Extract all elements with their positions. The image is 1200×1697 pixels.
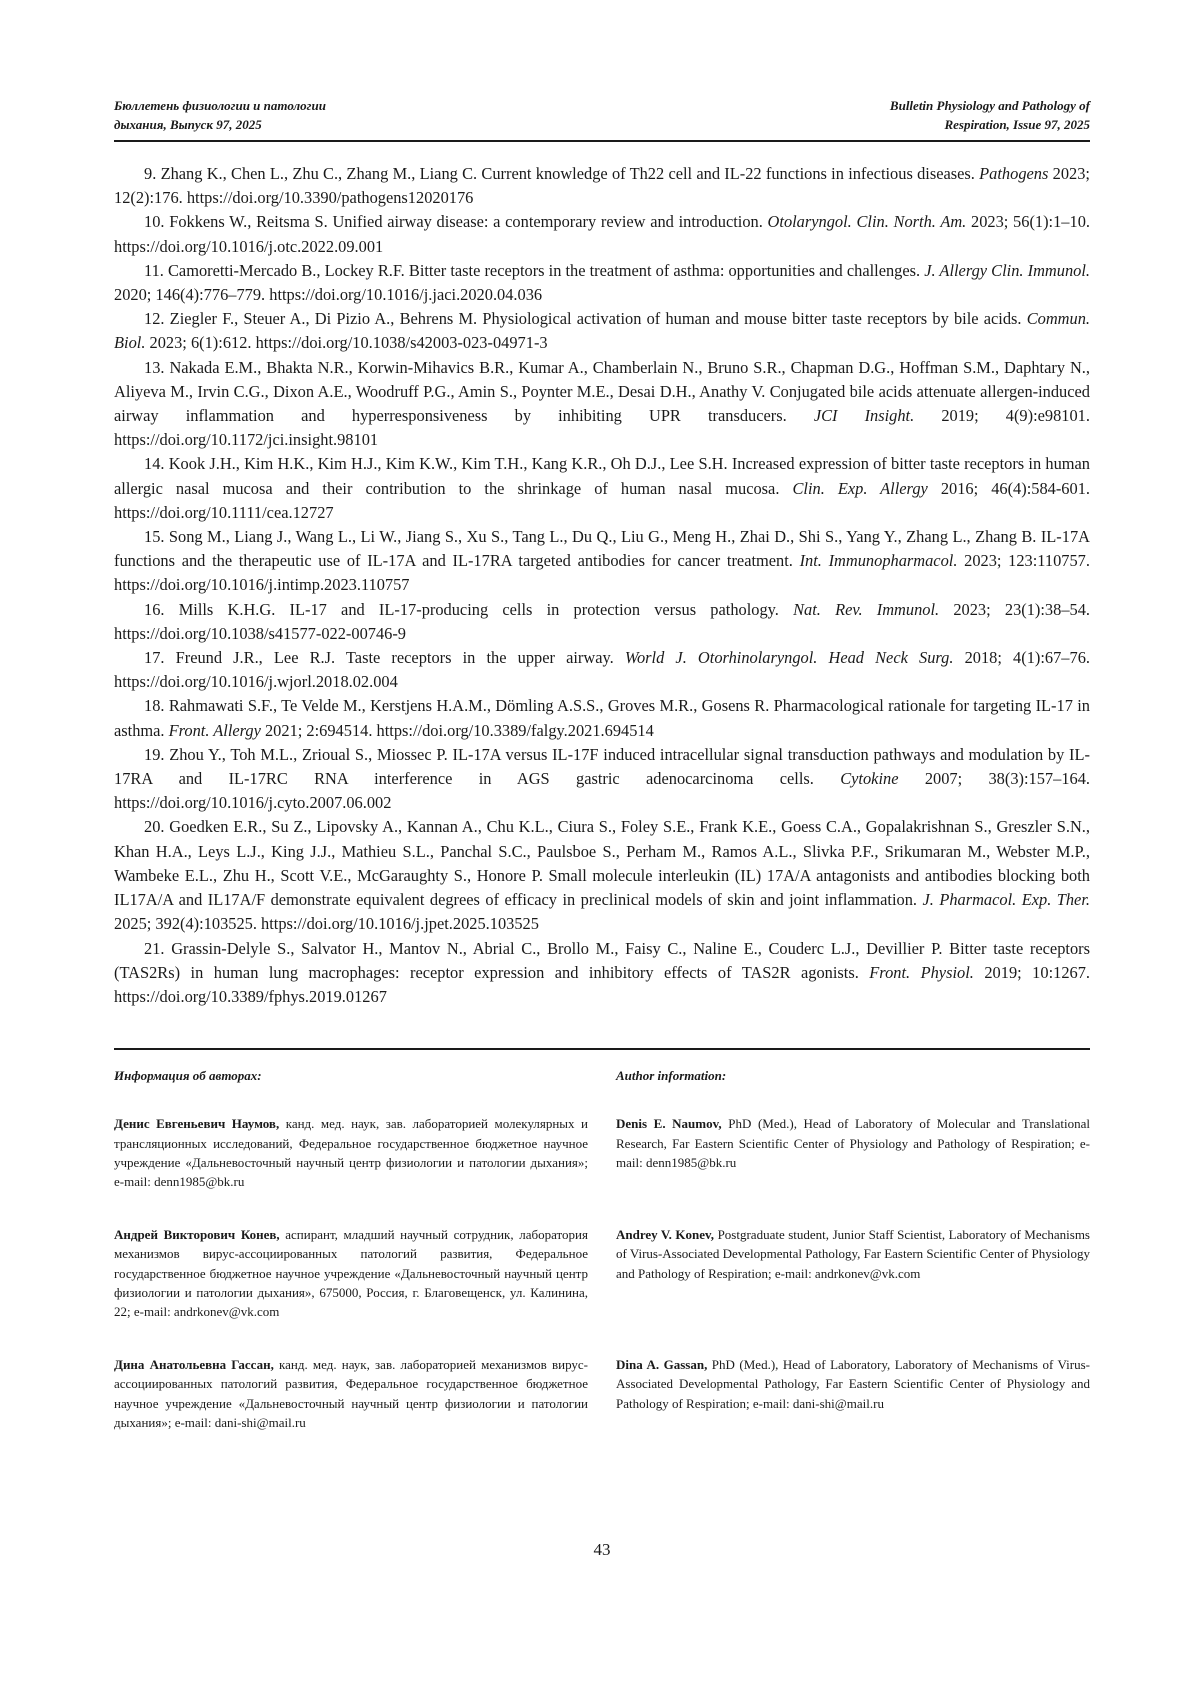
reference-item bbox=[114, 815, 1090, 936]
reference-item bbox=[114, 356, 1090, 453]
reference-details: 2019; 10:1267. https://doi.org/10.3389/fphys.2019.01267 bbox=[114, 962, 1090, 1006]
reference-text: 20. Goedken E.R., Su Z., Lipovsky A., Kannan A., Chu K.L., Ciura S., Foley S.E., Frank K.E., Goess C.A., Gopalakrishnan S., Greszler S.N., Khan H.A., Leys L.J., King J.J., Mathieu S.L., Panchal S.C., Paulsboe S., Perham M., Ramos A.L., Slivka P.F., Srikumaran M., Webster M.P., Wambeke E.L., Zhu H., Scott V.E., McGaraughty S., Honore P. Small molecule interleukin (IL) 17A/A antagonists and antibodies blocking both IL17A/A and IL17A/F demonstrate equivalent degrees of efficacy in preclinical models of skin and joint inflammation. bbox=[114, 817, 1090, 910]
reference-details: 2021; 2:694514. https://doi.org/10.3389/falgy.2021.694514 bbox=[260, 720, 654, 740]
reference-text: 10. Fokkens W., Reitsma S. Unified airway disease: a contemporary review and introduction. bbox=[144, 212, 768, 232]
author-entry bbox=[114, 1114, 1090, 1192]
reference-list bbox=[114, 162, 1090, 1009]
author-ru bbox=[114, 1225, 588, 1322]
reference-item bbox=[114, 694, 1090, 742]
author-info-heading-en: Author information: bbox=[616, 1068, 727, 1084]
page-number: 43 bbox=[593, 1540, 611, 1559]
reference-journal: Nat. Rev. Immunol. bbox=[793, 599, 940, 619]
header-left-line2: дыхания, Выпуск 97, 2025 bbox=[114, 117, 262, 132]
running-header bbox=[114, 96, 1090, 134]
reference-item bbox=[114, 598, 1090, 646]
author-name: Андрей Викторович Конев, bbox=[114, 1226, 280, 1242]
reference-details: 2023; 6(1):612. https://doi.org/10.1038/s42003-023-04971-3 bbox=[145, 333, 548, 353]
author-name: Andrey V. Konev, bbox=[616, 1226, 715, 1242]
header-right bbox=[890, 96, 1090, 134]
reference-text: 21. Grassin-Delyle S., Salvator H., Mantov N., Abrial C., Brollo M., Faisy C., Naline E., Couderc L.J., Devillier P. Bitter taste receptors (TAS2Rs) in human lung macrophages: receptor expression and inhibitory effects of TAS2R agonists. bbox=[114, 938, 1090, 982]
reference-details: 2023; 12(2):176. https://doi.org/10.3390/pathogens12020176 bbox=[114, 164, 1090, 208]
header-right-line2: Respiration, Issue 97, 2025 bbox=[944, 117, 1090, 132]
author-en bbox=[616, 1355, 1090, 1433]
reference-details: 2025; 392(4):103525. https://doi.org/10.1016/j.jpet.2025.103525 bbox=[114, 914, 539, 934]
reference-item bbox=[114, 210, 1090, 258]
reference-text: 14. Kook J.H., Kim H.K., Kim H.J., Kim K.W., Kim T.H., Kang K.R., Oh D.J., Lee S.H. Increased expression of bitter taste receptors in human allergic nasal mucosa and their contribution to the shrinkage of human nasal mucosa. bbox=[114, 454, 1090, 498]
author-en bbox=[616, 1225, 1090, 1322]
author-details: канд. мед. наук, зав. лабораторией молекулярных и трансляционных исследований, Федеральное государственное бюджетное научное учреждение «Дальневосточный научный центр физиологии и патологии дыхания»; e-mail: denn1985@bk.ru bbox=[114, 1116, 588, 1190]
reference-text: 18. Rahmawati S.F., Te Velde M., Kerstjens H.A.M., Dömling A.S.S., Groves M.R., Gosens R. Pharmacological rationale for targeting IL-17 in asthma. bbox=[114, 696, 1090, 740]
reference-journal: Cytokine bbox=[840, 769, 899, 789]
author-details: аспирант, младший научный сотрудник, лаборатория механизмов вирус-ассоциированных патологий развития, Федеральное государственное бюджетное научное учреждение «Дальневосточный научный центр физиологии и патологии дыхания», 675000, Россия, г. Благовещенск, ул. Калинина, 22; e-mail: andrkonev@vk.com bbox=[114, 1226, 588, 1320]
reference-text: 11. Camoretti-Mercado B., Lockey R.F. Bitter taste receptors in the treatment of asthma: opportunities and challenges. bbox=[144, 260, 925, 280]
reference-item bbox=[114, 259, 1090, 307]
author-name: Денис Евгеньевич Наумов, bbox=[114, 1116, 280, 1132]
reference-text: 16. Mills K.H.G. IL-17 and IL-17-producing cells in protection versus pathology. bbox=[144, 599, 794, 619]
author-details: Postgraduate student, Junior Staff Scientist, Laboratory of Mechanisms of Virus-Associated Developmental Pathology, Far Eastern Scientific Center of Physiology and Pathology of Respiration; e-mail: andrkonev@vk.com bbox=[616, 1226, 1090, 1281]
reference-details: 2019; 4(9):e98101. https://doi.org/10.1172/jci.insight.98101 bbox=[114, 406, 1090, 450]
reference-text: 13. Nakada E.M., Bhakta N.R., Korwin-Mihavics B.R., Kumar A., Chamberlain N., Bruno S.R., Chapman D.G., Hoffman S.M., Daphtary N., Aliyeva M., Irvin C.G., Dixon A.E., Woodruff P.G., Amin S., Poynter M.E., Desai D.H., Anathy V. Conjugated bile acids attenuate allergen-induced airway inflammation and hyperresponsiveness by inhibiting UPR transducers. bbox=[114, 357, 1090, 426]
reference-journal: J. Allergy Clin. Immunol. bbox=[924, 260, 1090, 280]
reference-text: 12. Ziegler F., Steuer A., Di Pizio A., Behrens M. Physiological activation of human and mouse bitter taste receptors by bile acids. bbox=[144, 309, 1027, 329]
reference-item bbox=[114, 646, 1090, 694]
reference-item bbox=[114, 525, 1090, 598]
author-details: PhD (Med.), Head of Laboratory of Molecular and Translational Research, Far Eastern Scientific Center of Physiology and Pathology of Respiration; e-mail: denn1985@bk.ru bbox=[616, 1116, 1091, 1170]
reference-text: 19. Zhou Y., Toh M.L., Zrioual S., Miossec P. IL-17A versus IL-17F induced intracellular signal transduction pathways and modulation by IL-17RA and IL-17RC RNA interference in AGS gastric adenocarcinoma cells. bbox=[114, 744, 1090, 789]
reference-details: 2023; 23(1):38–54. https://doi.org/10.1038/s41577-022-00746-9 bbox=[114, 599, 1091, 643]
reference-details: 2023; 123:110757. https://doi.org/10.1016/j.intimp.2023.110757 bbox=[114, 551, 1090, 595]
header-divider bbox=[114, 140, 1090, 142]
author-details: PhD (Med.), Head of Laboratory, Laboratory of Mechanisms of Virus-Associated Developmental Pathology, Far Eastern Scientific Center of Physiology and Pathology of Respiration; e-mail: dani-shi@mail.ru bbox=[616, 1356, 1090, 1411]
header-right-line1: Bulletin Physiology and Pathology of bbox=[889, 98, 1090, 113]
reference-details: 2007; 38(3):157–164. https://doi.org/10.1016/j.cyto.2007.06.002 bbox=[114, 769, 1091, 813]
reference-text: 9. Zhang K., Chen L., Zhu C., Zhang M., Liang C. Current knowledge of Th22 cell and IL-22 functions in infectious diseases. bbox=[144, 164, 980, 183]
author-name: Дина Анатольевна Гассан, bbox=[114, 1356, 274, 1372]
header-left-line1: Бюллетень физиологии и патологии bbox=[114, 98, 326, 113]
author-entry bbox=[114, 1355, 1090, 1433]
authors-divider bbox=[114, 1048, 1090, 1050]
reference-journal: JCI Insight. bbox=[813, 406, 915, 426]
author-entry bbox=[114, 1225, 1090, 1322]
reference-item bbox=[114, 937, 1090, 1010]
reference-journal: Pathogens bbox=[979, 164, 1049, 183]
author-info-headings bbox=[114, 1068, 1090, 1084]
reference-journal: Front. Allergy bbox=[168, 720, 261, 740]
reference-journal: Front. Physiol. bbox=[869, 962, 974, 982]
reference-item bbox=[114, 307, 1090, 355]
reference-item bbox=[114, 162, 1090, 210]
author-info-heading-ru: Информация об авторах: bbox=[114, 1068, 262, 1084]
author-ru bbox=[114, 1114, 588, 1192]
reference-journal: Int. Immunopharmacol. bbox=[799, 551, 958, 571]
reference-details: 2018; 4(1):67–76. https://doi.org/10.1016/j.wjorl.2018.02.004 bbox=[114, 648, 1090, 692]
author-name: Dina A. Gassan, bbox=[616, 1356, 708, 1372]
author-name: Denis E. Naumov, bbox=[616, 1116, 722, 1132]
header-left bbox=[114, 96, 326, 134]
reference-journal: Otolaryngol. Clin. North. Am. bbox=[767, 212, 967, 232]
author-details: канд. мед. наук, зав. лабораторией механизмов вирус-ассоциированных патологий развития, Федеральное государственное бюджетное научное учреждение «Дальневосточный научный центр физиологии и патологии дыхания»; e-mail: dani-shi@mail.ru bbox=[114, 1356, 588, 1430]
reference-text: 15. Song M., Liang J., Wang L., Li W., Jiang S., Xu S., Tang L., Du Q., Liu G., Meng H., Zhai D., Shi S., Yang Y., Zhang L., Zhang B. IL-17A functions and the therapeutic use of IL-17A and IL-17RA targeted antibodies for cancer treatment. bbox=[114, 527, 1090, 571]
journal-page bbox=[114, 96, 1090, 1656]
reference-journal: Clin. Exp. Allergy bbox=[792, 478, 928, 498]
reference-journal: World J. Otorhinolaryngol. Head Neck Surg. bbox=[624, 648, 954, 668]
reference-journal: J. Pharmacol. Exp. Ther. bbox=[922, 890, 1090, 910]
reference-details: 2020; 146(4):776–779. https://doi.org/10.1016/j.jaci.2020.04.036 bbox=[114, 285, 543, 305]
reference-item bbox=[114, 743, 1090, 816]
author-en bbox=[616, 1114, 1090, 1192]
reference-item bbox=[114, 452, 1090, 525]
reference-text: 17. Freund J.R., Lee R.J. Taste receptors in the upper airway. bbox=[144, 648, 625, 668]
reference-journal: Commun. Biol. bbox=[114, 309, 1090, 353]
reference-details: 2023; 56(1):1–10. https://doi.org/10.1016/j.otc.2022.09.001 bbox=[114, 212, 1090, 256]
reference-details: 2016; 46(4):584-601. https://doi.org/10.1111/cea.12727 bbox=[114, 478, 1090, 522]
author-ru bbox=[114, 1355, 588, 1433]
